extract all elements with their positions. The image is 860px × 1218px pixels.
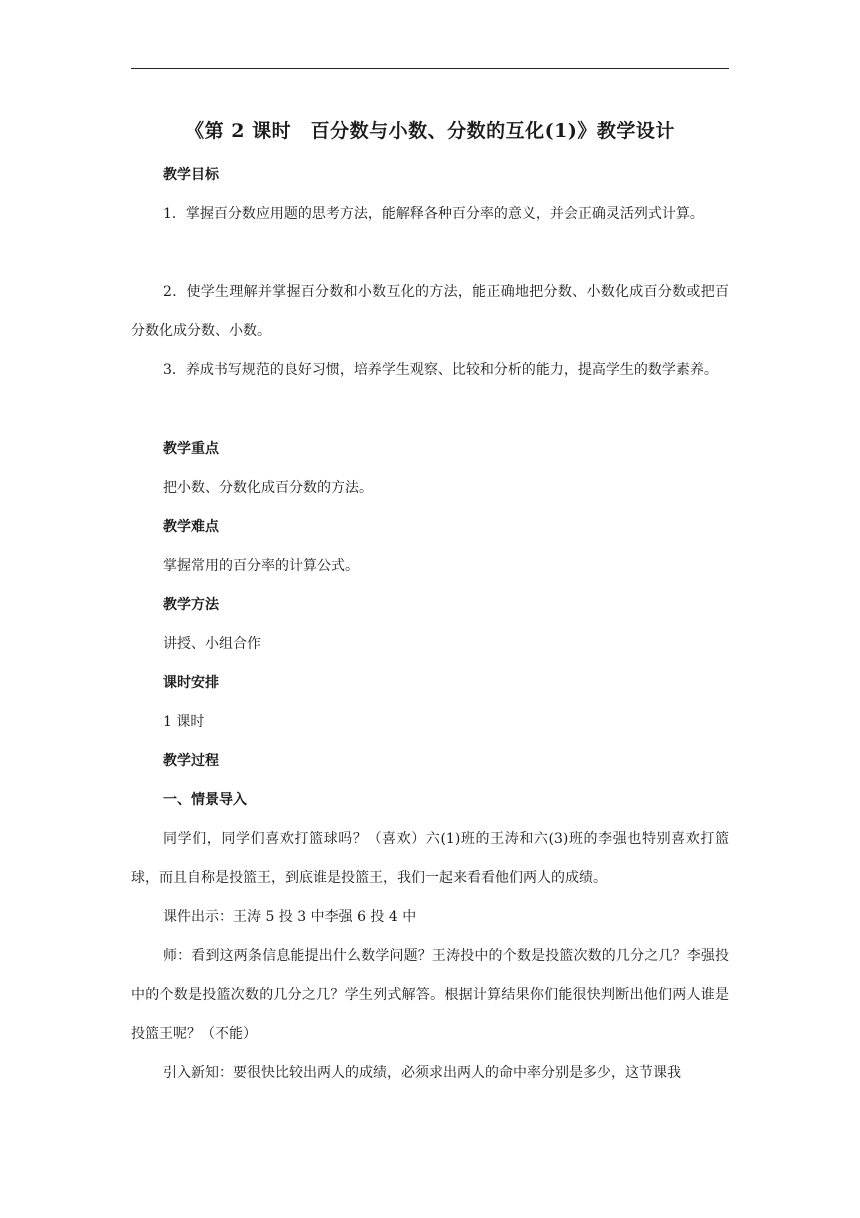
- goal-2: 2．使学生理解并掌握百分数和小数互化的方法，能正确地把分数、小数化成百分数或把百分数化成分数、小数。: [131, 284, 729, 339]
- intro-paragraph-3: 师：看到这两条信息能提出什么数学问题？王涛投中的个数是投篮次数的几分之几？李强投中的个数是投篮次数的几分之几？学生列式解答。根据计算结果你们能很快判断出他们两人谁是投篮王呢？（不能）: [131, 948, 729, 1042]
- goal-1: 1．掌握百分数应用题的思考方法，能解释各种百分率的意义，并会正确灵活列式计算。: [163, 206, 704, 222]
- difficulty-heading: 教学难点: [163, 519, 219, 535]
- intro-heading: 一、情景导入: [163, 792, 247, 808]
- document-title: 《第 2 课时 百分数与小数、分数的互化(1)》教学设计: [185, 120, 675, 142]
- key-heading: 教学重点: [163, 441, 219, 457]
- method-text: 讲授、小组合作: [163, 636, 261, 652]
- schedule-text: 1 课时: [163, 714, 205, 730]
- difficulty-text: 掌握常用的百分率的计算公式。: [163, 558, 359, 574]
- key-text: 把小数、分数化成百分数的方法。: [163, 480, 373, 496]
- goals-heading: 教学目标: [163, 167, 219, 183]
- intro-paragraph-2: 课件出示：王涛 5 投 3 中李强 6 投 4 中: [163, 909, 417, 925]
- process-heading: 教学过程: [163, 753, 219, 769]
- intro-paragraph-4: 引入新知：要很快比较出两人的成绩，必须求出两人的命中率分别是多少，这节课我: [163, 1065, 681, 1081]
- schedule-heading: 课时安排: [163, 675, 219, 691]
- intro-paragraph-1: 同学们，同学们喜欢打篮球吗？（喜欢）六(1)班的王涛和六(3)班的李强也特别喜欢打篮球，而且自称是投篮王，到底谁是投篮王，我们一起来看看他们两人的成绩。: [131, 831, 729, 886]
- method-heading: 教学方法: [163, 597, 219, 613]
- goal-3: 3．养成书写规范的良好习惯，培养学生观察、比较和分析的能力，提高学生的数学素养。: [163, 362, 718, 378]
- header-rule: [131, 68, 729, 69]
